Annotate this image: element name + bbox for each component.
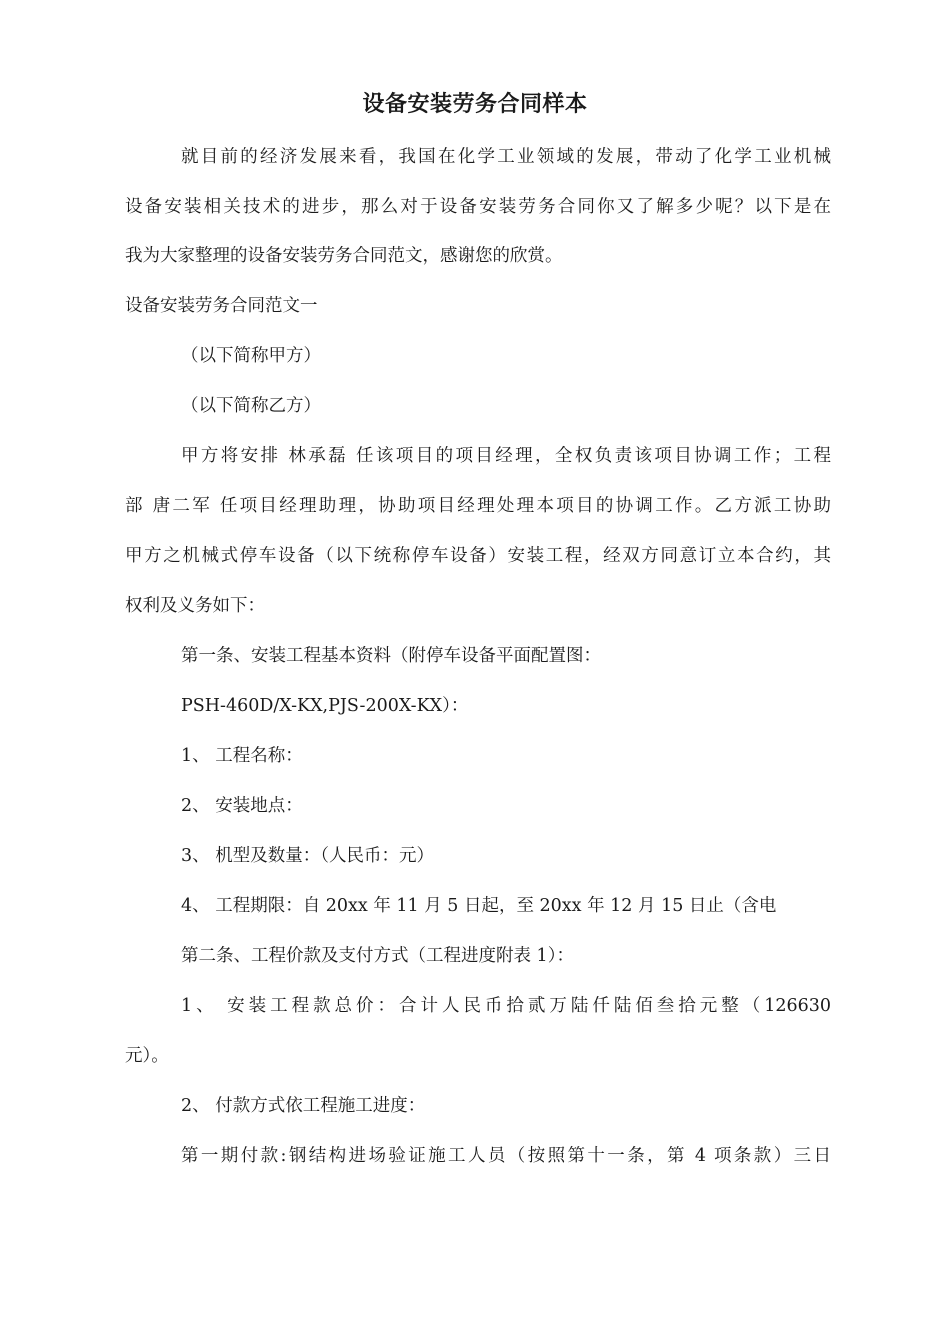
article-2-heading: 第二条、工程价款及支付方式（工程进度附表 1）： bbox=[181, 946, 574, 966]
article-1-heading: 第一条、安装工程基本资料（附停车设备平面配置图： bbox=[181, 646, 601, 666]
intro-line-1: 就目前的经济发展来看，我国在化学工业领域的发展，带动了化学工业机械 bbox=[181, 147, 831, 167]
article-1-item-3: 3、 机型及数量：（人民币：元） bbox=[181, 846, 434, 866]
body-line-2: 部 唐二军 任项目经理助理，协助项目经理处理本项目的协调工作。乙方派工协助 bbox=[125, 496, 831, 516]
body-line-1: 甲方将安排 林承磊 任该项目的项目经理，全权负责该项目协调工作；工程 bbox=[181, 446, 831, 466]
party-b-line: （以下简称乙方） bbox=[181, 396, 321, 416]
body-line-3: 甲方之机械式停车设备（以下统称停车设备）安装工程，经双方同意订立本合约，其 bbox=[125, 546, 831, 566]
article-1-item-4: 4、 工程期限：自 20xx 年 11 月 5 日起，至 20xx 年 12 月 15 日止（含电 bbox=[181, 896, 777, 916]
article-2-item-1-cont: 元）。 bbox=[125, 1046, 169, 1066]
article-1-item-2: 2、 安装地点： bbox=[181, 796, 303, 816]
article-2-item-1: 1、 安装工程款总价：合计人民币拾贰万陆仟陆佰叁拾元整（126630 bbox=[181, 996, 831, 1016]
intro-line-2: 设备安装相关技术的进步，那么对于设备安装劳务合同你又了解多少呢？以下是在 bbox=[125, 197, 831, 217]
article-1-model: PSH-460D/X-KX,PJS-200X-KX）： bbox=[181, 696, 469, 716]
document-title: 设备安装劳务合同样本 bbox=[362, 92, 588, 117]
payment-phase-1: 第一期付款:钢结构进场验证施工人员（按照第十一条，第 4 项条款）三日 bbox=[181, 1146, 831, 1166]
article-1-item-1: 1、 工程名称： bbox=[181, 746, 303, 766]
party-a-line: （以下简称甲方） bbox=[181, 346, 321, 366]
intro-line-3: 我为大家整理的设备安装劳务合同范文，感谢您的欣赏。 bbox=[125, 246, 563, 266]
section-heading: 设备安装劳务合同范文一 bbox=[125, 296, 318, 316]
article-2-item-2: 2、 付款方式依工程施工进度： bbox=[181, 1096, 426, 1116]
body-line-4: 权利及义务如下： bbox=[125, 596, 265, 616]
